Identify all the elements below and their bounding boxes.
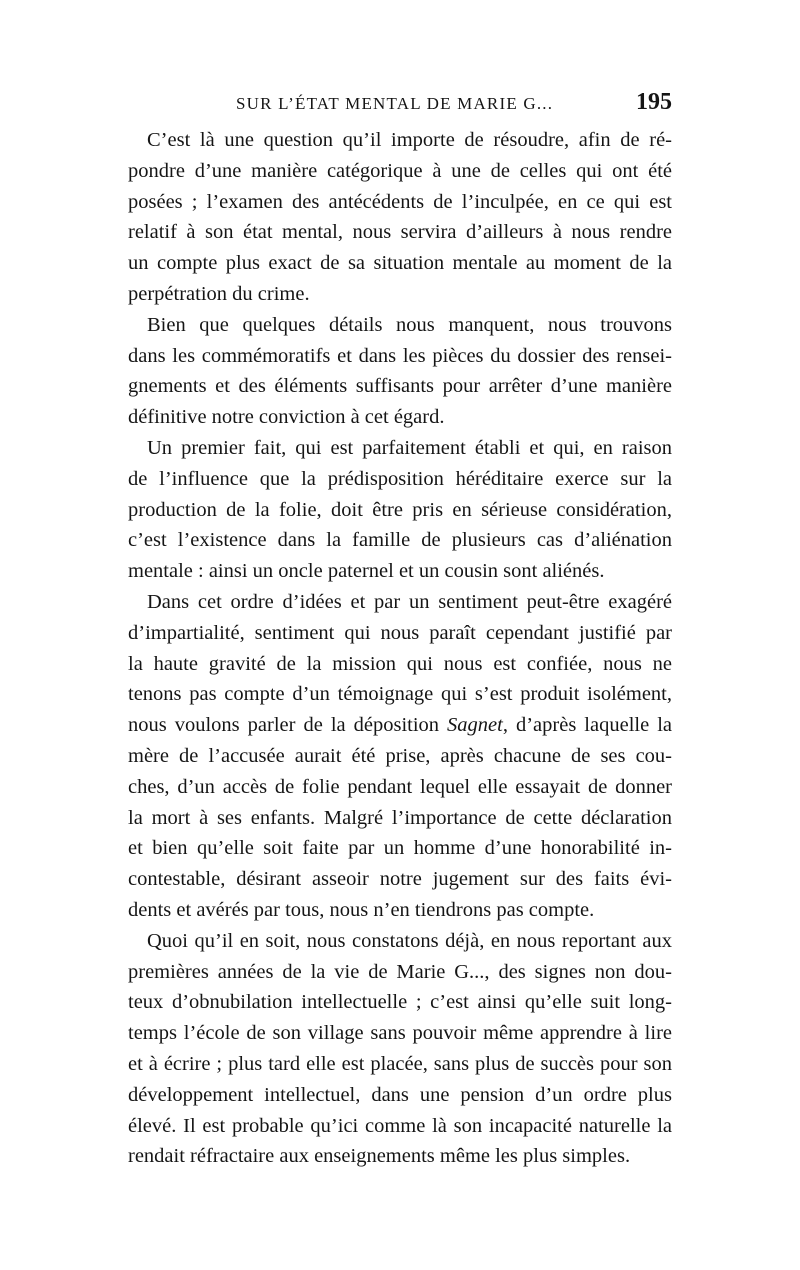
text-line: ches, d’un accès de folie pendant lequel elle essayait de donner [128, 775, 672, 798]
text-line: définitive notre conviction à cet égard. [128, 406, 445, 429]
text-line: tenons pas compte d’un témoignage qui s’est produit isolément, [128, 683, 672, 706]
paragraph-1 [128, 125, 672, 310]
text-line: mère de l’accusée aurait été prise, après chacune de ses cou- [128, 744, 672, 767]
running-title: SUR L’ÉTAT MENTAL DE MARIE G... [236, 94, 554, 113]
text-line: développement intellectuel, dans une pension d’un ordre plus [128, 1083, 672, 1106]
text-line: teux d’obnubilation intellectuelle ; c’est ainsi qu’elle suit long- [128, 991, 672, 1014]
italic-name: Sagnet [447, 714, 503, 737]
paragraph-4 [128, 587, 672, 926]
text-line: rendait réfractaire aux enseignements même les plus simples. [128, 1145, 631, 1168]
text-line: perpétration du crime. [128, 282, 310, 305]
text-line: gnements et des éléments suffisants pour arrêter d’une manière [128, 375, 672, 398]
text-line: dents et avérés par tous, nous n’en tiendrons pas compte. [128, 898, 595, 921]
text-line: Quoi qu’il en soit, nous constatons déjà, en nous reportant aux [147, 929, 672, 952]
text-line: Un premier fait, qui est parfaitement établi et qui, en raison [147, 436, 672, 459]
text-line: et bien qu’elle soit faite par un homme d’une honorabilité in- [128, 837, 672, 860]
text-line-with-italic [128, 710, 672, 741]
text-run: , d’après laquelle la [502, 714, 672, 737]
text-line: mentale : ainsi un oncle paternel et un cousin sont aliénés. [128, 560, 605, 583]
running-head [128, 89, 672, 122]
text-line: la mort à ses enfants. Malgré l’importance de cette déclaration [128, 806, 672, 829]
page-number: 195 [636, 89, 672, 115]
text-line: production de la folie, doit être pris en sérieuse considération, [128, 498, 672, 521]
paragraph-3 [128, 433, 672, 587]
text-line: de l’influence que la prédisposition héréditaire exerce sur la [128, 467, 672, 490]
paragraph-5 [128, 926, 672, 1172]
text-line: Bien que quelques détails nous manquent, nous trouvons [147, 313, 672, 336]
text-line: pondre d’une manière catégorique à une de celles qui ont été [128, 159, 672, 182]
text-line: un compte plus exact de sa situation mentale au moment de la [128, 252, 672, 275]
text-line: élevé. Il est probable qu’ici comme là son incapacité naturelle la [128, 1114, 672, 1137]
text-line: dans les commémoratifs et dans les pièces du dossier des rensei- [128, 344, 672, 367]
text-run: nous voulons parler de la déposition [128, 714, 440, 737]
text-line: et à écrire ; plus tard elle est placée, sans plus de succès pour son [128, 1052, 672, 1075]
text-line: temps l’école de son village sans pouvoir même apprendre à lire [128, 1022, 672, 1045]
text-line: relatif à son état mental, nous servira d’ailleurs à nous rendre [128, 221, 672, 244]
text-line: Dans cet ordre d’idées et par un sentiment peut-être exagéré [147, 590, 672, 613]
text-line: contestable, désirant asseoir notre jugement sur des faits évi- [128, 868, 672, 891]
text-line: la haute gravité de la mission qui nous est confiée, nous ne [128, 652, 672, 675]
text-line: d’impartialité, sentiment qui nous paraît cependant justifié par [128, 621, 672, 644]
text-line: premières années de la vie de Marie G..., des signes non dou- [128, 960, 672, 983]
body-text [128, 125, 672, 1172]
paragraph-2 [128, 310, 672, 433]
text-line: c’est l’existence dans la famille de plusieurs cas d’aliénation [128, 529, 672, 552]
text-line: C’est là une question qu’il importe de résoudre, afin de ré- [147, 129, 672, 151]
text-line: posées ; l’examen des antécédents de l’inculpée, en ce qui est [128, 190, 672, 213]
